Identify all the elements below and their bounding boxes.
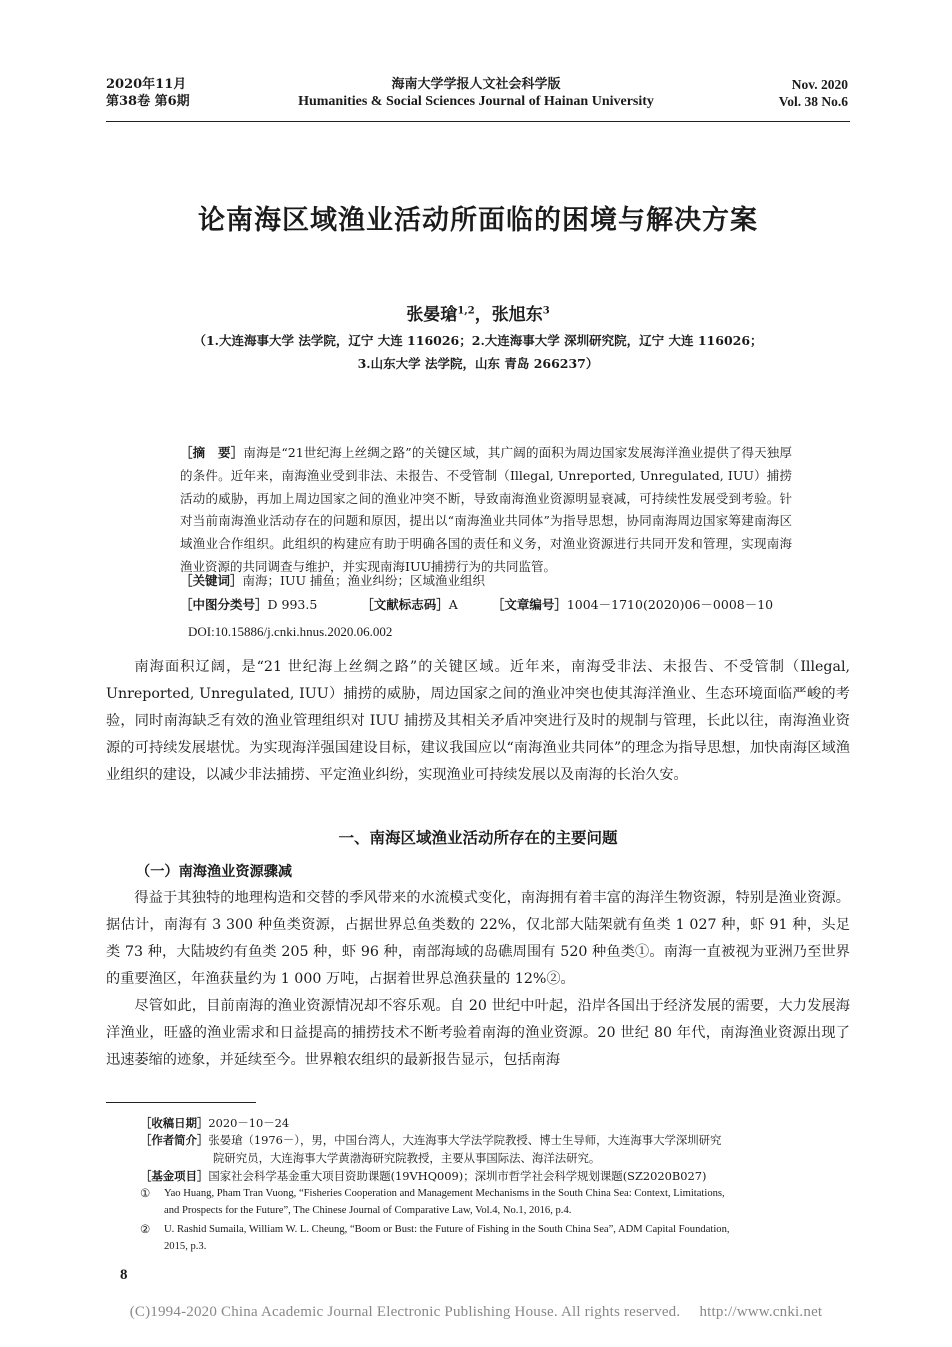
running-header-left <box>106 76 190 110</box>
clc-label: ［中图分类号］ <box>180 597 268 612</box>
doi: DOI:10.15886/j.cnki.hnus.2020.06.002 <box>188 624 393 639</box>
journal-name-en: Humanities & Social Sciences Journal of Hainan University <box>298 94 654 109</box>
article-number-value: 1004－1710(2020)06－0008－10 <box>566 597 774 612</box>
journal-name-cn: 海南大学学报人文社会科学版 <box>391 77 561 92</box>
body-paragraph-block <box>106 885 850 993</box>
footnote-1 <box>140 1186 824 1219</box>
affiliation-line: （1.大连海事大学 法学院，辽宁 大连 116026；2.大连海事大学 深圳研究院，辽宁 大连 116026； <box>193 333 763 348</box>
classification-line <box>180 595 792 615</box>
author-line <box>106 300 850 325</box>
received-value: 2020－10－24 <box>208 1116 290 1130</box>
footnote-text: U. Rashid Sumaila, William W. L. Cheung, “Boom or Bust: the Future of Fishing in the South China Sea”, ADM Capital Foundation, <box>164 1224 730 1235</box>
doc-code-value: A <box>448 597 458 612</box>
page-number: 8 <box>120 1267 128 1283</box>
running-header-journal <box>276 76 676 110</box>
author-bio <box>140 1132 820 1149</box>
affiliation-line: 3.山东大学 法学院，山东 青岛 266237） <box>357 356 599 371</box>
funding-label: ［基金项目］ <box>140 1169 209 1183</box>
body-paragraph-block <box>106 993 850 1074</box>
author-name: 张晏瑲 <box>406 305 458 325</box>
received-label: ［收稿日期］ <box>140 1116 209 1130</box>
funding <box>140 1168 820 1185</box>
abstract-label: ［摘 要］ <box>180 445 244 460</box>
keywords-label: ［关键词］ <box>180 573 243 588</box>
volume-issue-en: Vol. 38 No.6 <box>778 94 848 109</box>
footnote-mark: ② <box>140 1224 151 1236</box>
footnote-text: and Prospects for the Future”, The Chinese Journal of Comparative Law, Vol.4, No.1, 2016, p.4. <box>164 1204 572 1216</box>
author-separator: ， <box>474 305 492 325</box>
issue-date-cn: 2020年11月 <box>106 77 187 92</box>
funding-value: 国家社会科学基金重大项目资助课题(19VHQ009)；深圳市哲学社会科学规划课题(SZ2020B027) <box>208 1169 707 1183</box>
author-name: 张旭东 <box>491 305 543 325</box>
author-bio-text: 张晏瑲（1976－），男，中国台湾人，大连海事大学法学院教授、博士生导师，大连海事大学深圳研究 <box>208 1133 722 1147</box>
footnote-text: 2015, p.3. <box>164 1240 207 1252</box>
body-paragraph: 尽管如此，目前南海的渔业资源情况却不容乐观。自 20 世纪中叶起，沿岸各国出于经济发展的需要，大力发展海洋渔业，旺盛的渔业需求和日益提高的捕捞技术不断考验着南海的渔业资源。20 世纪 80 年代，南海渔业资源出现了迅速萎缩的迹象，并延续至今。世界粮农组织的最新报告显示，包括南海 <box>106 998 850 1068</box>
section-heading: 一、南海区域渔业活动所存在的主要问题 <box>338 829 618 847</box>
author-affil-mark: 1,2 <box>457 305 475 317</box>
author-bio-cont: 院研究员，大连海事大学黄渤海研究院教授，主要从事国际法、海洋法研究。 <box>213 1151 601 1165</box>
paper-title: 论南海区域渔业活动所面临的困境与解决方案 <box>198 205 758 236</box>
volume-issue-cn: 第38卷 第6期 <box>106 94 190 109</box>
intro-paragraph-block <box>106 654 850 789</box>
subsection-heading: （一）南海渔业资源骤减 <box>136 864 293 880</box>
keywords-text: 南海；IUU 捕鱼；渔业纠纷；区域渔业组织 <box>242 573 485 588</box>
copyright-notice: (C)1994-2020 China Academic Journal Electronic Publishing House. All rights reserved. http://www.cnki.net <box>129 1304 823 1320</box>
keywords <box>180 571 485 591</box>
footnote-rule <box>106 1102 256 1103</box>
footnote-text: Yao Huang, Pham Tran Vuong, “Fisheries Cooperation and Management Mechanisms in the South China Sea: Context, Limitations, <box>164 1188 725 1199</box>
author-bio-label: ［作者简介］ <box>140 1133 209 1147</box>
abstract-text: 南海是“21世纪海上丝绸之路”的关键区域，其广阔的面积为周边国家发展海洋渔业提供了得天独厚的条件。近年来，南海渔业受到非法、未报告、不受管制（Illegal, Unreported, Unregulated, IUU）捕捞活动的威胁，再加上周边国家之间的渔业冲突不断，导致南海渔业资源明显衰减，可持续性发展受到考验。针对当前南海渔业活动存在的问题和原因，提出以“南海渔业共同体”为指导思想，协同南海周边国家筹建南海区域渔业合作组织。此组织的构建应有助于明确各国的责任和义务，对渔业资源进行共同开发和管理，实现南海渔业资源的共同调查与维护，并实现南海IUU捕捞行为的共同监管。 <box>180 445 792 574</box>
abstract <box>180 442 792 579</box>
body-paragraph: 南海面积辽阔，是“21 世纪海上丝绸之路”的关键区域。近年来，南海受非法、未报告、不受管制（Illegal, Unreported, Unregulated, IUU）捕捞的威胁，周边国家之间的渔业冲突也使其海洋渔业、生态环境面临严峻的考验，同时南海缺乏有效的渔业管理组织对 IUU 捕捞及其相关矛盾冲突进行及时的规制与管理，长此以往，南海渔业资源的可持续发展堪忧。为实现海洋强国建设目标，建议我国应以“南海渔业共同体”的理念为指导思想，加快南海区域渔业组织的建设，以减少非法捕捞、平定渔业纠纷，实现渔业可持续发展以及南海的长治久安。 <box>106 659 850 783</box>
clc-value: D 993.5 <box>267 597 318 612</box>
article-number-label: ［文章编号］ <box>491 597 567 612</box>
footnote-mark: ① <box>140 1188 151 1200</box>
running-header-right <box>779 76 848 110</box>
footnote-2 <box>140 1222 824 1255</box>
issue-date-en: Nov. 2020 <box>791 77 848 92</box>
author-affil-mark: 3 <box>542 305 550 317</box>
header-rule <box>106 121 850 122</box>
received-date <box>140 1115 820 1132</box>
doc-code-label: ［文献标志码］ <box>361 597 449 612</box>
body-paragraph: 得益于其独特的地理构造和交替的季风带来的水流模式变化，南海拥有着丰富的海洋生物资源，特别是渔业资源。据估计，南海有 3 300 种鱼类资源，占据世界总鱼类数的 22%，仅北部大陆架就有鱼类 1 027 种，虾 91 种，头足类 73 种，大陆坡约有鱼类 205 种，虾 96 种，南部海域的岛礁周围有 520 种鱼类①。南海一直被视为亚洲乃至世界的重要渔区，年渔获量约为 1 000 万吨，占据着世界总渔获量的 12%②。 <box>106 890 850 987</box>
